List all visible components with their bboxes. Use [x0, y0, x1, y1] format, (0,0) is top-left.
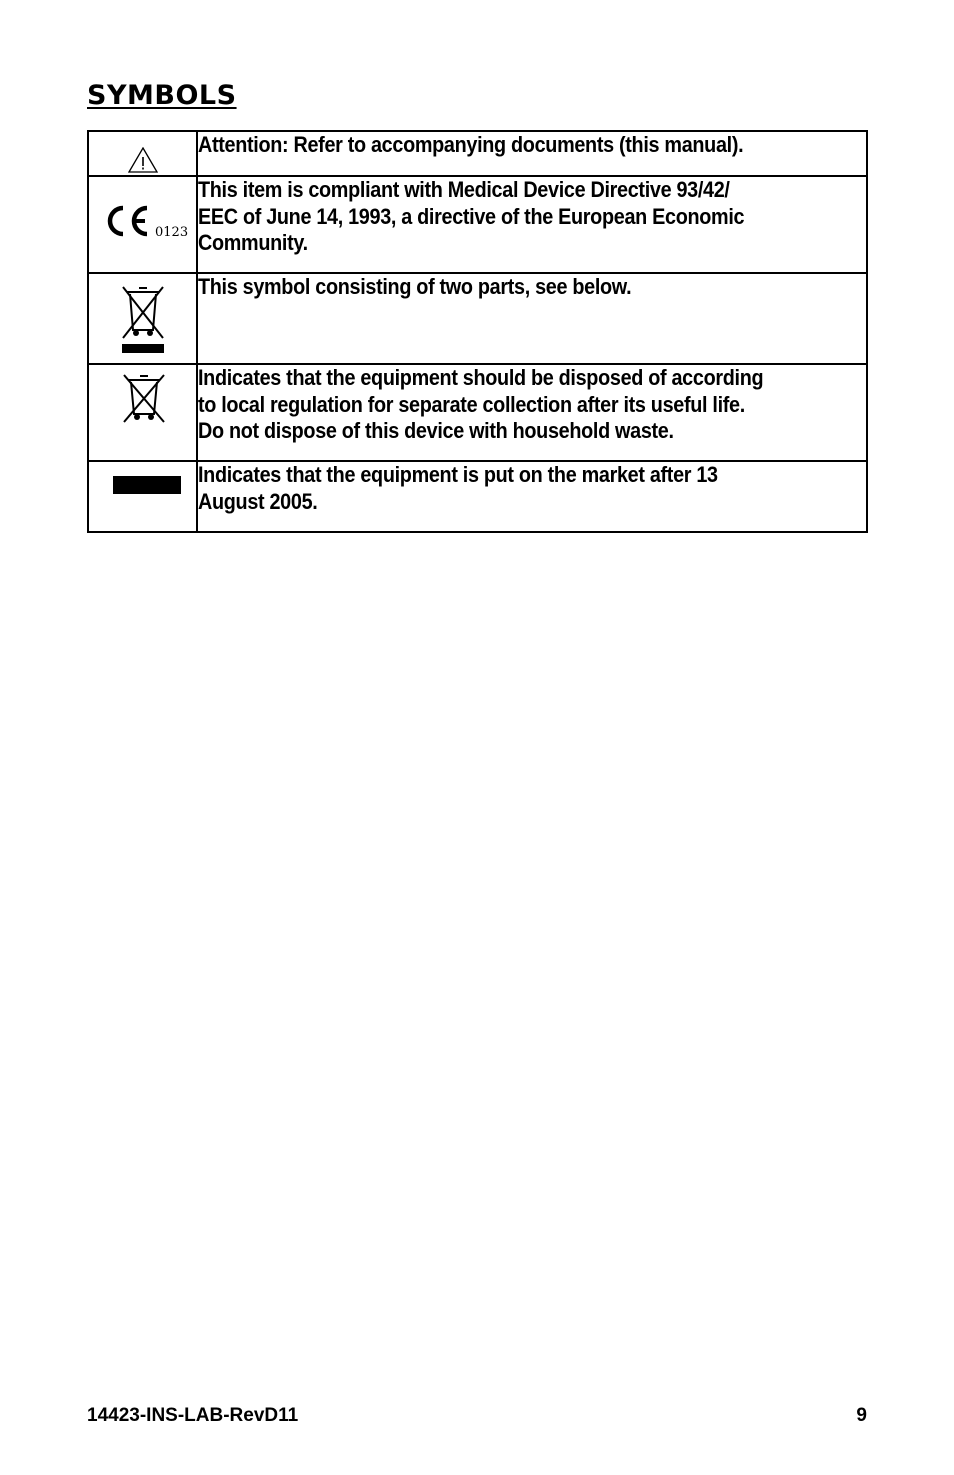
symbol-cell — [88, 176, 197, 273]
symbol-description: This item is compliant with Medical Device Directive 93/42/ EEC of June 14, 1993, a directive of the European Economic Community. — [197, 176, 867, 273]
footer-page-number: 9 — [856, 1405, 867, 1426]
table-row — [88, 364, 867, 461]
symbol-description: Attention: Refer to accompanying documents (this manual). — [197, 131, 867, 176]
symbols-table — [87, 130, 868, 533]
weee-bin-with-bar-icon — [118, 286, 168, 356]
symbol-cell — [88, 131, 197, 176]
symbol-description: This symbol consisting of two parts, see below. — [197, 273, 867, 364]
footer-document-id: 14423-INS-LAB-RevD11 — [87, 1405, 299, 1426]
symbol-description: Indicates that the equipment should be disposed of according to local regulation for separate collection after its useful life. Do not dispose of this device with household waste. — [197, 364, 867, 461]
ce-notified-body-number: 0123 — [155, 225, 189, 240]
symbol-cell — [88, 461, 197, 532]
table-row — [88, 131, 867, 176]
table-row — [88, 176, 867, 273]
solid-bar-icon — [113, 476, 181, 494]
warning-triangle-icon — [128, 147, 158, 173]
symbol-description: Indicates that the equipment is put on the market after 13 August 2005. — [197, 461, 867, 532]
page-title: SYMBOLS — [87, 80, 237, 111]
ce-mark-icon — [99, 202, 189, 242]
symbol-cell — [88, 364, 197, 461]
table-row — [88, 273, 867, 364]
crossed-out-bin-icon — [119, 374, 169, 424]
table-row — [88, 461, 867, 532]
symbol-cell — [88, 273, 197, 364]
